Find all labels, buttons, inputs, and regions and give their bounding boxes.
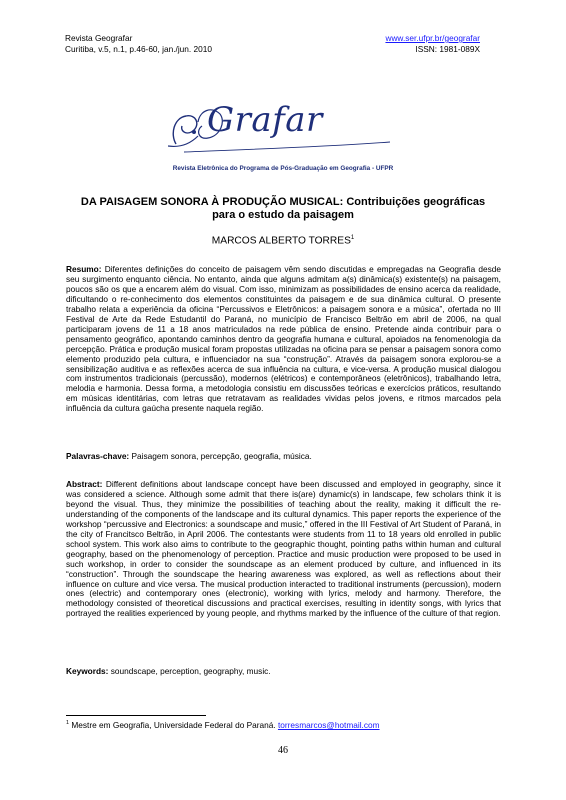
logo-subtitle: Revista Eletrônica do Programa de Pós-Graduação em Geografia - UFPR: [172, 165, 394, 172]
journal-name: Revista Geografar: [65, 33, 133, 43]
resumo-paragraph: [66, 265, 501, 414]
author-footnote-mark: 1: [350, 235, 355, 241]
footnote: [66, 720, 380, 730]
abstract-label: Abstract:: [66, 479, 103, 489]
journal-header: [65, 33, 212, 55]
keywords: [66, 666, 501, 676]
page-number: 46: [278, 745, 288, 756]
palavras-chave-label: Palavras-chave:: [66, 451, 130, 461]
resumo-text: Diferentes definições do conceito de paisagem vêm sendo discutidas e empregadas na Geografia desde seu surgimento enquanto ciência. No entanto, ainda que alguns admitam a(s) dinâmica(s) existente(s) na paisagem, poucos são os que a encarem além do visual. Com isso, minimizam as possibilidades de ensino acerca da realidade, dificultando o re-conhecimento dos elementos constituintes da paisagem e de sua dinâmica cultural. O presente trabalho relata a experiência da oficina “Percussivos e Eletrônicos: a paisagem sonora e a música”, ofertada no III Festival de Arte da Rede Estudantil do Paraná, no município de Francisco Beltrão em abril de 2006, na qual participaram jovens de 11 a 18 anos matriculados na rede pública de ensino. Pretende ainda contribuir para o pensamento geográfico, apontando caminhos dentro da geografia humana e cultural, apoiados na fenomenologia da percepção. Prática e produção musical foram propostas utilizadas na oficina para se pensar a paisagem sonora como elemento produzido pela cultura, e influenciador na sua “construção”. Através da paisagem sonora explorou-se a sensibilização auditiva e as reflexões acerca de sua influência na cultura, e vice-versa. A produção musical dialogou com instrumentos tradicionais (percussão), modernos (elétricos) e contemporâneos (eletrônicos), trabalhando letra, melodia e harmonia. Dessa forma, a metodologia consistiu em discussões teóricas e exercícios práticos, resultando em músicas identitárias, com letras que retratavam as realidades vividas pelos jovens, e ritmos marcados pela influência da cultura gaúcha presente naquela região.: [66, 264, 501, 414]
journal-issn: ISSN: 1981-089X: [415, 44, 480, 54]
article-author: [70, 235, 496, 246]
footnote-text: Mestre em Geografia, Universidade Federal do Paraná.: [69, 720, 278, 730]
title-line-1: DA PAISAGEM SONORA À PRODUÇÃO MUSICAL: Contribuições geográficas: [80, 196, 486, 208]
logo-wordmark: Grafar: [207, 100, 323, 140]
footnote-mark: 1: [66, 720, 70, 727]
abstract-paragraph: [66, 480, 501, 619]
journal-url-link[interactable]: www.ser.ufpr.br/geografar: [385, 33, 480, 43]
keywords-label: Keywords:: [66, 666, 109, 676]
abstract-text: Different definitions about landscape concept have been discussed and employed in geography, since it was considered a science. Although some admit that there is(are) dynamic(s) in landscape, few scholars think it is beyond the visual. Thus, they minimize the possibilities of teaching about the reality, making it difficult the re-understanding of the components of the landscape and its cultural dynamics. This paper reports the experience of the workshop “percussive and Electronics: a soundscape and music,” offered in the III Festival of Art Student of Paraná, in the city of Francitsco Beltrão, in April 2006. The contestants were students from 11 to 18 years old enrolled in public school system. This work also aims to contribute to the geographic thought, pointing paths within human and cultural geography, based on the phenomenology of perception. Practice and music production were proposed to be used in such workshop, in order to consider the soundscape as an element produced by culture, and influenced in its “construction”. Through the soundscape the hearing awareness was explored, as well as reflections about their influence on culture and vice versa. The musical production interacted to traditional instruments (percussion), modern ones (electric) and contemporary ones (electronic), working with lyrics, melody and harmony. Therefore, the methodology consisted of theoretical discussions and practical exercises, resulting in identity songs, with lyrics that portrayed the realities experienced by young people, and rhythms marked by the influence of the culture of that region.: [66, 479, 501, 619]
footnote-divider: [66, 715, 206, 716]
palavras-chave: [66, 451, 501, 461]
palavras-chave-text: Paisagem sonora, percepção, geografia, música.: [129, 451, 312, 461]
article-title: [70, 196, 496, 222]
journal-citation: Curitiba, v.5, n.1, p.46-60, jan./jun. 2010: [65, 44, 212, 54]
title-line-2: para o estudo da paisagem: [212, 209, 354, 221]
author-email-link[interactable]: torresmarcos@hotmail.com: [277, 720, 380, 730]
keywords-text: soundscape, perception, geography, music.: [108, 666, 271, 676]
resumo-label: Resumo:: [66, 264, 102, 274]
author-name: MARCOS ALBERTO TORRES: [211, 235, 351, 247]
journal-header-right: [385, 33, 480, 55]
